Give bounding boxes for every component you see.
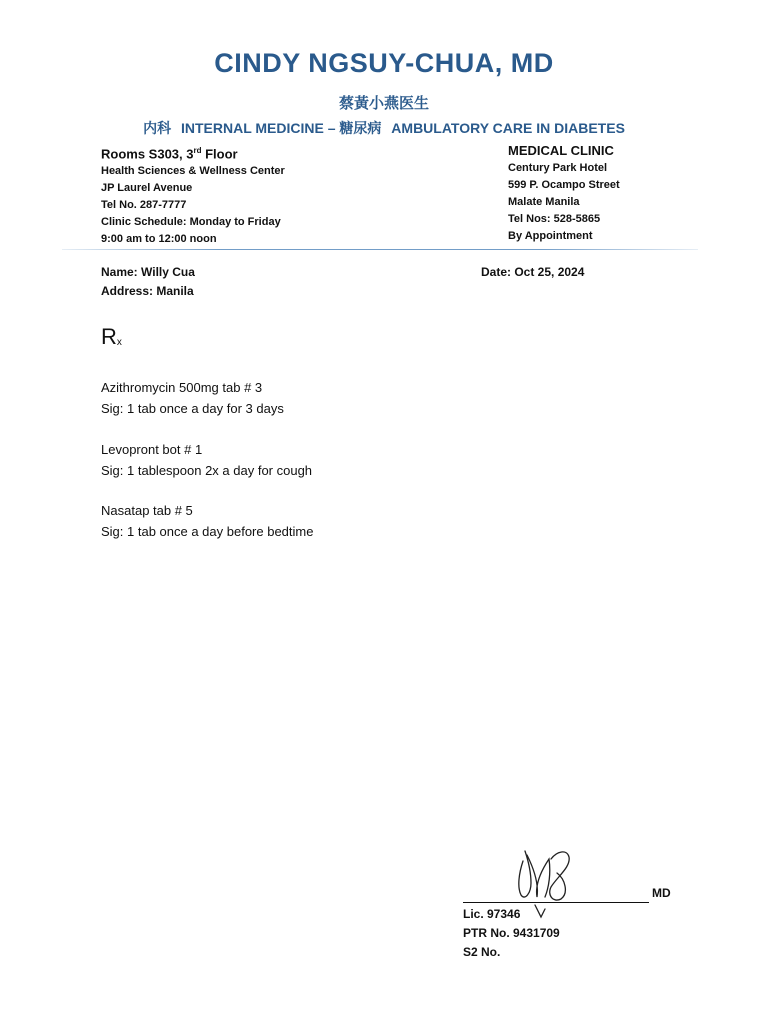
patient-name: Name: Willy Cua	[101, 265, 195, 279]
clinic-left-line: 9:00 am to 12:00 noon	[101, 233, 217, 246]
signature-md-suffix: MD	[652, 886, 671, 900]
rx-drug: Azithromycin 500mg tab # 3	[101, 380, 263, 395]
rx-symbol	[101, 324, 122, 350]
patient-info	[101, 263, 195, 301]
rooms-superscript: rd	[193, 146, 202, 155]
ptr-number: PTR No. 9431709	[463, 926, 560, 940]
clinic-left-line: JP Laurel Avenue	[101, 182, 193, 195]
rooms-line	[101, 142, 285, 163]
header-divider	[62, 249, 698, 250]
s2-number: S2 No.	[463, 945, 501, 959]
doctor-chinese-name: 蔡黃小燕医生	[338, 94, 429, 112]
clinic-right-line: 599 P. Ocampo Street	[508, 179, 620, 191]
signature-line	[463, 902, 649, 903]
rx-letter: R	[101, 324, 117, 349]
rx-item	[101, 377, 284, 419]
rx-sig: Sig: 1 tablespoon 2x a day for cough	[101, 463, 313, 478]
doctor-name: CINDY NGSUY-CHUA, MD	[214, 48, 554, 78]
specialty-line	[0, 118, 768, 138]
rx-item	[101, 439, 312, 481]
license-number: Lic. 97346	[463, 907, 521, 921]
rx-subscript: x	[116, 337, 122, 348]
clinic-right-line: Malate Manila	[508, 196, 580, 208]
clinic-right-line: Century Park Hotel	[508, 162, 608, 174]
clinic-left-line: Health Sciences & Wellness Center	[101, 165, 285, 178]
rx-drug: Levopront bot # 1	[101, 442, 203, 457]
rooms-suffix: Floor	[201, 146, 238, 162]
clinic-left-line: Tel No. 287-7777	[101, 199, 187, 212]
clinic-right-info	[508, 142, 620, 245]
rx-drug: Nasatap tab # 5	[101, 503, 193, 518]
clinic-right-line: By Appointment	[508, 230, 593, 242]
prescription-date: Date: Oct 25, 2024	[481, 265, 585, 279]
rx-item	[101, 500, 313, 542]
patient-address: Address: Manila	[101, 284, 194, 298]
clinic-left-line: Clinic Schedule: Monday to Friday	[101, 216, 281, 229]
rx-sig: Sig: 1 tab once a day for 3 days	[101, 401, 284, 416]
rx-sig: Sig: 1 tab once a day before bedtime	[101, 524, 314, 539]
license-block	[463, 905, 560, 962]
specialty-ambulatory-care: AMBULATORY CARE IN DIABETES	[391, 120, 625, 136]
specialty-internal-medicine: INTERNAL MEDICINE – 糖尿病	[180, 120, 382, 136]
clinic-left-info	[101, 142, 285, 248]
clinic-right-line: Tel Nos: 528-5865	[508, 213, 601, 225]
specialty-chinese: 内科	[143, 120, 172, 136]
rooms-prefix: Rooms S303, 3	[101, 146, 194, 162]
medical-clinic-heading: MEDICAL CLINIC	[508, 143, 614, 158]
